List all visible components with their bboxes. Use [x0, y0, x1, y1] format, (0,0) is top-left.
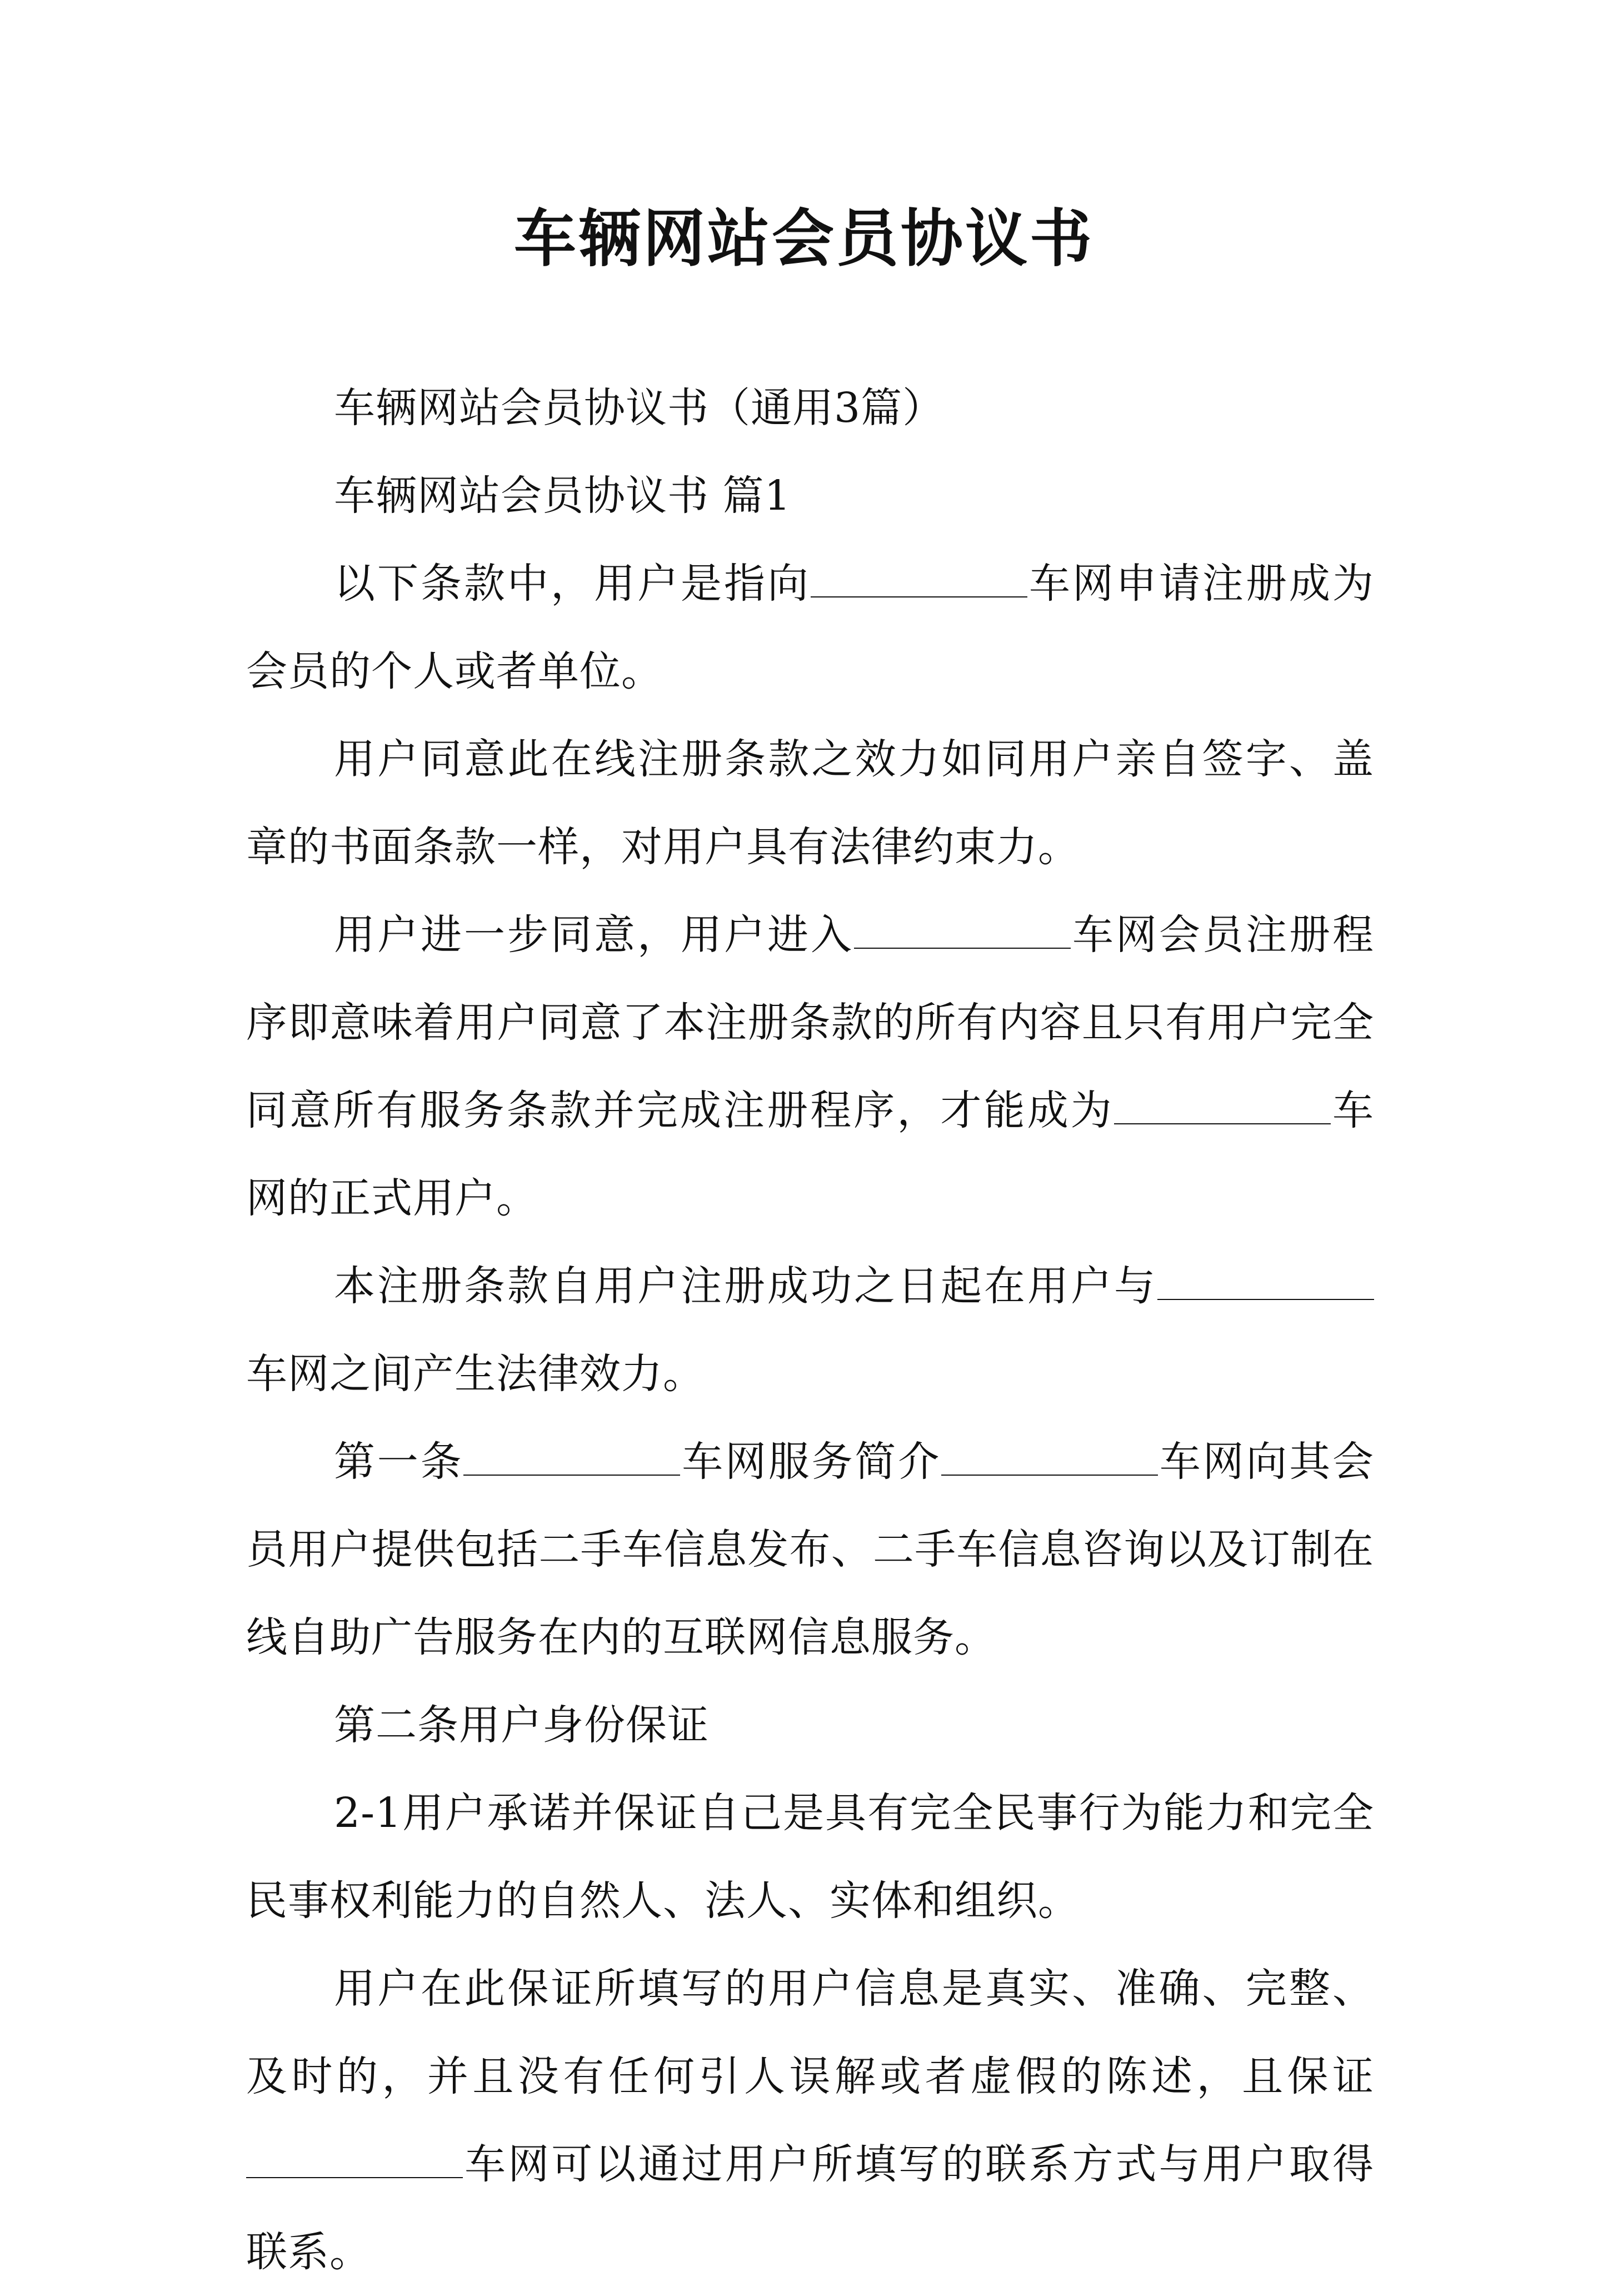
paragraph-subtitle	[246, 364, 1374, 452]
paragraph-effective-date	[246, 1242, 1374, 1418]
fill-in-blank	[811, 563, 1027, 597]
document-body	[246, 364, 1374, 2296]
paragraph-article-2-heading	[246, 1681, 1374, 1769]
paragraph-text: 车网服务简介	[680, 1438, 942, 1486]
paragraph-text: 用户进一步同意，用户进入	[334, 911, 854, 959]
paragraph-text: 第一条	[334, 1438, 464, 1486]
paragraph-text: 用户在此保证所填写的用户信息是真实、准确、完整、及时的，并且没有任何引人误解或者虚假的陈述，且保证	[246, 1965, 1374, 2100]
paragraph-section-heading	[246, 452, 1374, 540]
paragraph-text: 车网之间产生法律效力。	[246, 1350, 705, 1398]
paragraph-text: 以下条款中，用户是指向	[334, 560, 811, 607]
paragraph-text: 车辆网站会员协议书（通用3篇）	[334, 384, 945, 432]
paragraph-text: 车网的正式用户。	[246, 1087, 1375, 1222]
paragraph-text: 车网可以通过用户所填写的联系方式与用户取得联系。	[246, 2140, 1374, 2276]
paragraph-text: 车网会员注册程序即意味着用户同意了本注册条款的所有内容且只有用户完全同意所有服务条款并完成注册程序，才能成为	[246, 911, 1374, 1134]
paragraph-user-info-guarantee	[246, 1945, 1374, 2296]
paragraph-text: 车辆网站会员协议书 篇1	[334, 472, 791, 520]
fill-in-blank	[941, 1441, 1158, 1476]
paragraph-text: 第二条用户身份保证	[334, 1701, 709, 1749]
paragraph-article-2-1	[246, 1769, 1374, 1945]
fill-in-blank	[1157, 1266, 1374, 1300]
paragraph-text: 2-1用户承诺并保证自己是具有完全民事行为能力和完全民事权利能力的自然人、法人、实体和组织。	[246, 1789, 1374, 1925]
document-title: 车辆网站会员协议书	[514, 202, 1094, 275]
fill-in-blank	[854, 914, 1071, 949]
fill-in-blank	[246, 2144, 463, 2178]
paragraph-legal-effect	[246, 715, 1374, 891]
paragraph-text: 本注册条款自用户注册成功之日起在用户与	[334, 1262, 1157, 1310]
paragraph-text: 车网向其会员用户提供包括二手车信息发布、二手车信息咨询以及订制在线自助广告服务在内的互联网信息服务。	[246, 1438, 1375, 1661]
paragraph-further-consent	[246, 891, 1374, 1242]
paragraph-article-1	[246, 1418, 1374, 1681]
fill-in-blank	[463, 1441, 680, 1476]
paragraph-text: 车网申请注册成为会员的个人或者单位。	[246, 560, 1374, 695]
paragraph-user-definition	[246, 540, 1374, 715]
fill-in-blank	[1114, 1090, 1331, 1124]
paragraph-text: 用户同意此在线注册条款之效力如同用户亲自签字、盖章的书面条款一样，对用户具有法律约束力。	[246, 735, 1374, 871]
